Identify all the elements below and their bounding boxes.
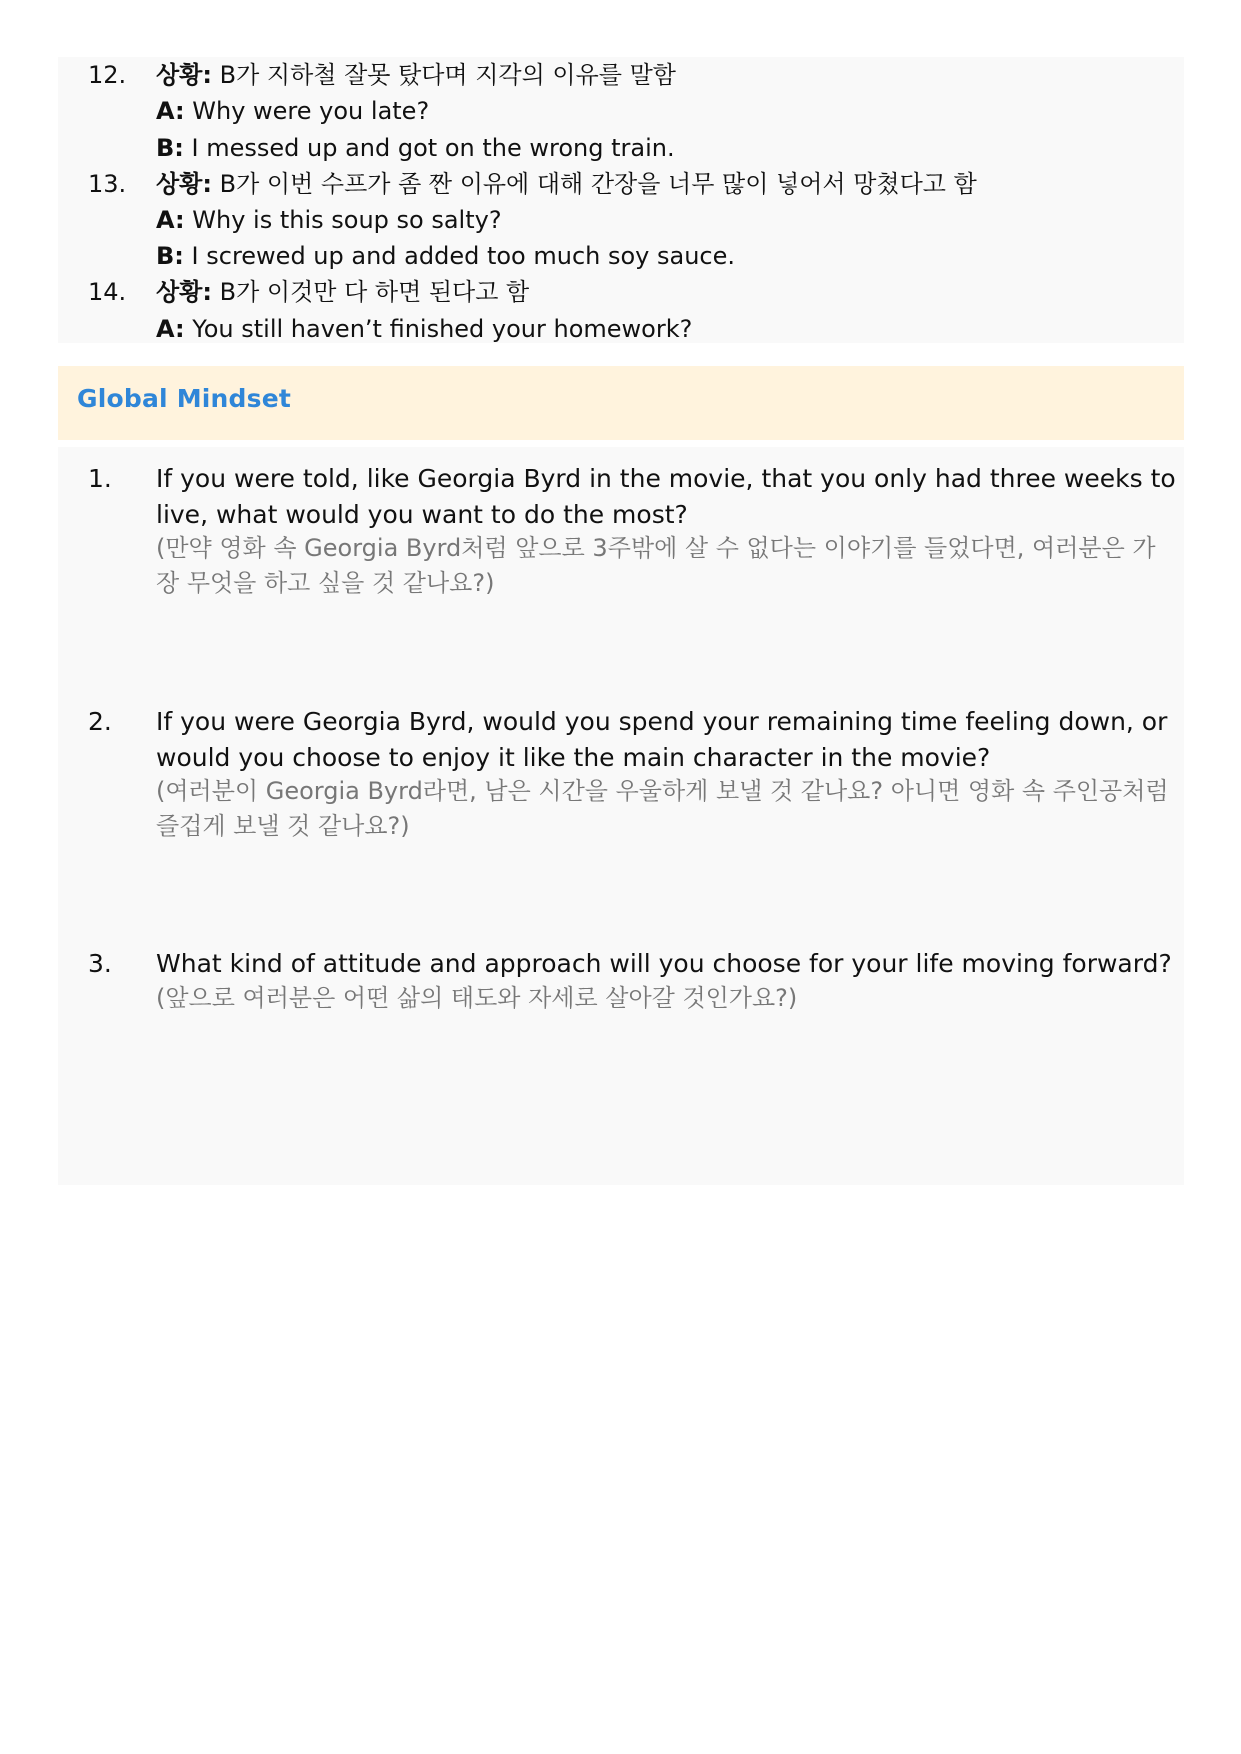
speaker-b-line [156,130,675,166]
situation-line [156,166,977,202]
question-english: What kind of attitude and approach will you choose for your life moving forward? [156,949,1172,978]
speaker-a-text: Why were you late? [192,97,430,125]
situation-line [156,57,676,93]
situation-text: B가 지하철 잘못 탔다며 지각의 이유를 말함 [219,61,676,89]
discussion-questions-panel [58,447,1184,1185]
speaker-b-label: B: [156,134,184,162]
situation-line [156,274,529,310]
question-number: 3. [88,949,112,978]
speaker-a-label: A: [156,97,185,125]
speaker-a-text: Why is this soup so salty? [192,206,502,234]
question-korean: (앞으로 여러분은 어떤 삶의 태도와 자세로 살아갈 것인가요?) [156,984,798,1012]
question-korean: (여러분이 Georgia Byrd라면, 남은 시간을 우울하게 보낼 것 같나요? 아니면 영화 속 주인공처럼 즐겁게 보낼 것 같나요?) [156,777,1169,840]
speaker-a-line [156,93,429,129]
question-number: 1. [88,464,112,493]
question-number: 2. [88,707,112,736]
situation-label: 상황: [156,61,212,89]
situation-text: B가 이것만 다 하면 된다고 함 [219,278,530,306]
speaker-a-line [156,311,692,343]
item-number: 13. [88,170,127,198]
situation-text: B가 이번 수프가 좀 짠 이유에 대해 간장을 너무 많이 넣어서 망쳤다고 함 [219,170,977,198]
speaker-b-line [156,238,735,274]
speaker-a-text: You still haven’t finished your homework? [192,315,693,343]
speaker-a-label: A: [156,206,185,234]
section-title: Global Mindset [77,384,292,413]
speaker-a-line [156,202,502,238]
speaker-b-text: I screwed up and added too much soy sauce. [191,242,736,270]
item-number: 12. [88,61,127,89]
situation-label: 상황: [156,170,212,198]
question-english: If you were told, like Georgia Byrd in the movie, that you only had three weeks to live, what would you want to do the most? [156,464,1176,529]
section-header [58,366,1184,440]
speaker-a-label: A: [156,315,185,343]
question-english: If you were Georgia Byrd, would you spend your remaining time feeling down, or would you choose to enjoy it like the main character in the movie? [156,707,1168,772]
speaker-b-text: I messed up and got on the wrong train. [191,134,675,162]
speaker-b-label: B: [156,242,184,270]
dialogue-exercise-panel [58,57,1184,343]
question-korean: (만약 영화 속 Georgia Byrd처럼 앞으로 3주밖에 살 수 없다는 이야기를 들었다면, 여러분은 가장 무엇을 하고 싶을 것 같나요?) [156,534,1156,597]
item-number: 14. [88,278,127,306]
situation-label: 상황: [156,278,212,306]
